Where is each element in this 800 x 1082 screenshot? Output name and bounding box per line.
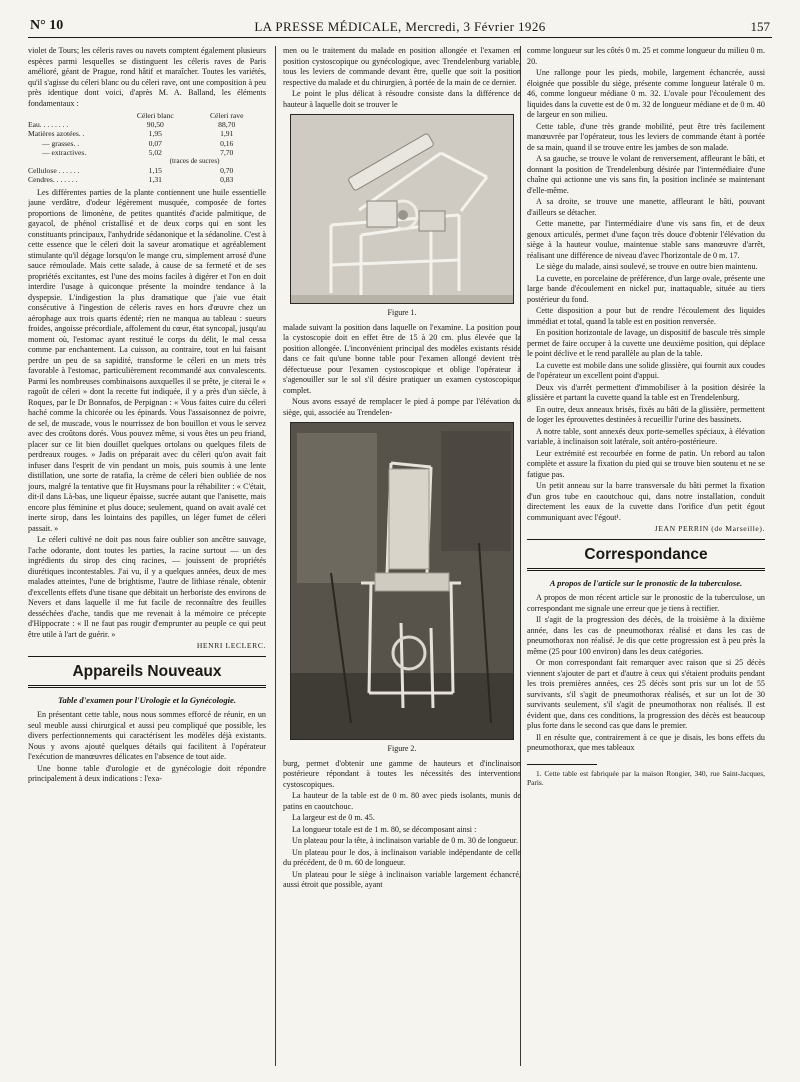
seat-dimensions-paragraph: comme longueur sur les côtés 0 m. 25 et comme longueur du milieu 0 m. 20. xyxy=(527,46,765,66)
height-spec: La hauteur de la table est de 0 m. 80 avec pieds isolants, munis de patins en caoutchouc. xyxy=(283,791,521,811)
table-requirements-paragraph: Une bonne table d'urologie et de gynécologie doit répondre principalement à deux indications : l'exa- xyxy=(28,763,266,784)
figure-1-caption: Figure 1. xyxy=(387,308,417,317)
table-header-cell: Céleri rave xyxy=(209,111,244,120)
table-row xyxy=(28,120,266,129)
table-header-cell: Céleri blanc xyxy=(136,111,174,120)
article-subtitle: A propos de l'article sur le pronostic de la tuberculose. xyxy=(549,577,743,588)
handle-mechanism-paragraph: Cette manette, par l'intermédiaire d'une vis sans fin, et de deux genoux articulés, permet d'une façon très douce d'obtenir l'élévation du siège à la hauteur voulue, maintenue stable sans manœuvre d'arrêt, réalisant une différence de niveau d'avec l'horizontale de 0 m. 17. xyxy=(527,219,765,260)
table-cell: 1,15 xyxy=(148,166,162,176)
right-handle-paragraph: A sa droite, se trouve une manette, affleurant le bâti, pouvant d'ailleurs se détacher. xyxy=(527,197,765,217)
section-divider xyxy=(28,656,266,657)
drain-tube-paragraph: Un petit anneau sur la barre transversale du bâti permet la fixation d'un gros tube en caoutchouc qui, dans notre installation, conduit directement les eaux de la cuvette dans l'orifice d'un petit égout communiquant avec l'égout¹. xyxy=(527,481,765,522)
basin-paragraph: La cuvette, en porcelaine de préférence, d'un large ovale, présente une large bande d'écoulement en nickel pur, inattaquable, située au tiers postérieur du fond. xyxy=(527,273,765,304)
rings-paragraph: En outre, deux anneaux brisés, fixés au bâti de la glissière, permettent de loger les éprouvettes destinées à recueillir l'urine des bassinets. xyxy=(527,404,765,424)
foot-extension-paragraph: Une rallonge pour les pieds, mobile, largement échancrée, aussi éloignée que possible du siège, présente comme longueur latérale 0 m. 46, comme longueur médiane 0 m. 32. L'ovale pour l'écoulement des liquides dans la cuvette est de 0 m. 32 de longueur médiane et de 0 m. 40 de largeur en son milieu. xyxy=(527,68,765,119)
conclusion-paragraph: Il en résulte que, contrairement à ce que je disais, les bons effets du pneumothorax, que mes tableaux xyxy=(527,732,765,752)
section-divider xyxy=(527,539,765,540)
table-cell: 7,70 xyxy=(220,147,234,157)
table-cell: 0,16 xyxy=(220,138,234,148)
journal-title: LA PRESSE MÉDICALE, Mercredi, 3 Février 1926 xyxy=(254,19,546,34)
table-cell: — grasses. . xyxy=(42,138,80,148)
seat-plate-spec: Un plateau pour le siège à inclinaison variable largement échancré, aussi étroit que possible, ayant xyxy=(283,869,521,889)
table-row xyxy=(28,129,266,138)
table-row xyxy=(28,148,266,157)
table-cell: 0,70 xyxy=(220,166,234,176)
examination-paragraph: men ou le traitement du malade en position allongée et l'examen en position cystoscopique ou gynécologique, avec Trendelenburg variable, tous les leviers de commande devant être, quelle que soit la position respective du malade et du chirurgien, à portée de la main de ce dernier. xyxy=(283,46,521,87)
foot-rest-shape-paragraph: Leur extrémité est recourbée en forme de patin. Un rebord au talon complète et assure la fixation du pied qui se trouve bien soutenu et ne se fatigue pas. xyxy=(527,448,765,479)
table-cell: — extractives. xyxy=(42,147,87,157)
tilt-device-paragraph: En position horizontale de lavage, un dispositif de bascule très simple permet de faire occuper à la cuvette une deuxième position, qui déplace le point déclive et le rend parallèle au plan de la table. xyxy=(527,328,765,358)
section-title: Appareils Nouveaux xyxy=(72,662,222,680)
drainage-paragraph: Cette disposition a pour but de rendre l'écoulement des liquides immédiat et total, quand la table est en position renversée. xyxy=(527,306,765,326)
section-title-underline xyxy=(28,685,266,689)
exam-chair-drawing xyxy=(291,423,514,740)
composition-table xyxy=(28,111,266,185)
table-cell: Matières azotées. . xyxy=(28,129,85,139)
celery-varieties-paragraph: violet de Tours; les céleris raves ou navets comptent également plusieurs espèces parmi lesquelles se distinguent les céleris raves de Paris amélioré, géant de Prague, rond hâtif et maraîcher. Toutes les variétés, qu'il s'agisse du céleri blanc ou du céleri rave, ont une composition à peu près identique dont voici, d'après M. A. Balland, les éléments fondamentaux : xyxy=(28,46,266,108)
table-cell: 1,31 xyxy=(148,175,162,185)
height-problem-paragraph: Le point le plus délicat à résoudre consiste dans la différence de hauteur à laquelle doit se trouver le xyxy=(283,89,521,109)
running-header xyxy=(28,16,772,38)
author-signature: JEAN PERRIN (de Marseille). xyxy=(654,524,765,533)
left-wheel-paragraph: A sa gauche, se trouve le volant de renversement, affleurant le bâti, et donnant la position de Trendelenburg désirée par l'intermédiaire d'une chaîne qui actionne une vis sans fin, la position inclinée se maintenant d'elle-même. xyxy=(527,154,765,195)
column-3 xyxy=(527,46,765,1066)
table-row xyxy=(28,175,266,184)
figure-1-photo xyxy=(290,114,514,304)
table-cell: 0,83 xyxy=(220,175,234,185)
locking-screws-paragraph: Deux vis d'arrêt permettent d'immobiliser à la position désirée la glissière et partant la cuvette quand la table est en Trendelenburg. xyxy=(527,382,765,402)
table-cell: Cendres. . . . . . . xyxy=(28,175,78,185)
mobility-paragraph: Cette table, d'une très grande mobilité, peut être très facilement manœuvrée par l'opérateur, tous les leviers de commande étant à portée de sa main, quand il se trouve entre les jambes de son malade. xyxy=(527,121,765,152)
section-title: Correspondance xyxy=(584,545,708,563)
footnote: 1. Cette table est fabriquée par la maison Rongier, 340, rue Saint-Jacques, Paris. xyxy=(527,768,765,787)
section-title-underline xyxy=(527,568,765,572)
seat-stability-paragraph: Le siège du malade, ainsi soulevé, se trouve en outre bien maintenu. xyxy=(536,262,758,271)
table-note: (traces de sucres) xyxy=(169,157,220,166)
table-cell: 0,07 xyxy=(148,138,162,148)
author-signature: HENRI LECLERC. xyxy=(196,641,266,651)
table-row xyxy=(28,166,266,175)
correspondent-remark-paragraph: Or mon correspondant fait remarquer avec raison que si 25 décès viennent s'ajouter de part et d'autre à ceux qui s'étaient produits pendant les trois premières années, ces 25 décès sont pris sur un lot de 55 survivants, s'il s'agit de pneumothorax réalisés, et sur un lot de 30 survivants seulement, s'il s'agit de pneumothorax non réalisés. Il est évident que, dans ces conditions, la progression des décès est beaucoup plus forte dans le second cas que dans le premier. xyxy=(527,658,765,730)
table-cell-empty xyxy=(28,157,123,166)
death-progression-paragraph: Il s'agit de la progression des décès, de la troisième à la dixième année, dans les cas de pneumothorax réalisé et dans les cas de pneumothorax non réalisé. Je dis que cette progression est à peu près la même (25 pour 100 environ) dans les deux catégories. xyxy=(527,615,765,656)
exam-table-drawing xyxy=(291,115,514,304)
trendelenburg-paragraph: burg, permet d'obtenir une gamme de hauteurs et d'inclinaison postérieure répondant à toutes les nécessités des interventions cystoscopiques. xyxy=(283,758,521,789)
foot-rests-paragraph: A notre table, sont annexés deux porte-semelles spéciaux, à élévation variable, à inclinaison soit latérale, soit antéro-postérieure. xyxy=(527,426,765,446)
table-header-cell xyxy=(28,111,123,120)
table-header-row xyxy=(28,111,266,120)
wild-celery-paragraph: Le céleri cultivé ne doit pas nous faire oublier son ancêtre sauvage, l'ache odorante, dont toutes les parties, la racine surtout — un des ingrédients du sirop des cinq racines, — jouissent de propriétés diurétiques incontestables. J'ai vu, il y a quelques années, deux de mes malades atteintes, l'une de brightisme, l'autre de lithiase rénale, obtenir d'excellents effets d'une tisane que débitait un herboriste des environs de Nevers et dans laquelle il me fut facile de reconnaître des feuilles desséchées d'ache, tandis que me revenait à la mémoire ce précepte d'Hippocrate : « Il ne faut pas rougir d'emprunter au peuple ce qui peut être utile à l'art de guérir. » xyxy=(28,535,266,639)
issue-number: N° 10 xyxy=(30,18,64,33)
slide-paragraph: La cuvette est mobile dans une solide glissière, qui fournit aux coudes de l'opérateur un excellent point d'appui. xyxy=(527,360,765,380)
back-plate-spec: Un plateau pour le dos, à inclinaison variable indépendante de celle du précédent, de 0 m. 60 de longueur. xyxy=(283,847,521,867)
article-subtitle: Table d'examen pour l'Urologie et la Gynécologie. xyxy=(58,694,236,705)
table-cell: 90,50 xyxy=(146,120,164,130)
figure-2-caption: Figure 2. xyxy=(387,744,417,753)
pump-replacement-paragraph: Nous avons essayé de remplacer le pied à pompe par l'élévation du siège, qui, associée au Trendelen- xyxy=(283,397,521,417)
figure-2-photo xyxy=(290,422,514,740)
column-2 xyxy=(283,46,521,1066)
table-intro-paragraph: En présentant cette table, nous nous sommes efforcé de réunir, en un seul meuble aussi chirurgical et aussi peu compliqué que possible, les divers perfectionnements qui caractérisent les modèles déjà existants. Nous y avons ajouté quelques détails qui facilitent à l'opérateur l'exécution de manœuvres délicates en l'absence de tout aide. xyxy=(28,710,266,762)
page-number: 157 xyxy=(750,19,770,34)
table-cell: 5,02 xyxy=(148,147,162,157)
column-rule-left xyxy=(275,46,276,1066)
table-row xyxy=(28,139,266,148)
column-1 xyxy=(28,46,266,1066)
footnote-rule xyxy=(527,764,597,765)
table-cell: Cellulose . . . . . . xyxy=(28,166,80,176)
essential-oil-paragraph: Les différentes parties de la plante contiennent une huile essentielle jaune verdâtre, d'odeur légèrement musquée, composée de fortes proportions de limonène, de petites quantités d'acide palmitique, de gayacol, de phénol cristallisé et de deux corps qui en sont les constituants principaux, l'anhydride sédanonique et la sédanoline. C'est à cette essence que le céleri doit la saveur aromatique et agréablement stimulante qu'il dégage lorsqu'on le mange cru, simplement arrosé d'une sauce rémoulade. Mais cette salade, à cause de sa fermeté et de ses propriétés excitantes, est l'une des moins faciles à digérer et l'on en doit interdire l'usage à quiconque présente la moindre tendance à la dyspepsie. L'indigestion la plus dramatique que j'aie vue était consécutive à l'ingestion de céleris raves en hors d'œuvre chez un aérophage aux trois quarts édenté; rien ne manqua au tableau : sueurs froides, angoisse précordiale, affolement du cœur, état syncopal, jusqu'au moment où, l'estomac ayant restitué le corps du délit, le mal cessa comme par enchantement. La cuisson, au contraire, tout en lui faisant perdre un peu de sa sapidité, transforme le céleri en un mets très favorable à l'estomac, particulièrement recommandé aux convalescents. Parmi les nombreuses combinaisons auxquelles il se prête, je citerai le « ragoût de céleri » dont la recette fut indiquée, il y a près d'un siècle, à Roques, par le Dr Bonnafos, de Perpignan : « Vous faites cuire du céleri haché comme la chicorée ou les épinards. Vous l'assaisonnez de poivre, de sel, de muscade, vous le nourrissez de bon bouillon et vous le servez avec des croûtons dorés. Vous pouvez même, si vous êtes un peu friand, placer sur ce lit bien douillet quelques ortolans ou quelques filets de perdreaux rouges. » Jadis on préparait avec du céleri qu'on avait fait infuser dans l'esprit de vin pendant un mois, puis soumis à une lente distillation, une sorte de ratafia, la crème de céleri bien oubliée de nos jours, malgré la tentative que fit Huysmans pour la réhabiliter : « C'était, dit-il dans Là-bas, une liqueur épaisse, sucrée autant que l'anisette, mais encore plus féminine et plus douce; seulement, quand on avait avalé cet inerte sirop, dans les lointains des papilles, un léger fumet de céleri passait. » xyxy=(28,187,266,533)
head-plate-spec: Un plateau pour la tête, à inclinaison variable de 0 m. 30 de longueur. xyxy=(292,836,519,845)
table-note-row xyxy=(28,157,266,166)
length-spec: La longueur totale est de 1 m. 80, se décomposant ainsi : xyxy=(292,824,477,834)
width-spec: La largeur est de 0 m. 45. xyxy=(292,813,375,822)
table-cell: 1,91 xyxy=(220,129,234,139)
table-cell: 88,70 xyxy=(218,120,236,130)
table-cell: 1,95 xyxy=(148,129,162,139)
cystoscopy-height-paragraph: malade suivant la position dans laquelle on l'examine. La position pour la cystoscopie doit en effet être de 15 à 20 cm. plus élevée que la position allongée. L'inconvénient principal des modèles existants réside dans ce fait qu'une bonne table pour l'examen allongé devient très défectueuse pour l'examen cystoscopique et oblige l'opérateur à s'agenouiller sur le sol s'il désire pratiquer un examen cystoscopique complet. xyxy=(283,322,521,395)
table-cell: Eau. . . . . . . . xyxy=(28,120,69,130)
correction-intro-paragraph: A propos de mon récent article sur le pronostic de la tuberculose, un correspondant me signale une erreur que je tiens à rectifier. xyxy=(527,593,765,613)
